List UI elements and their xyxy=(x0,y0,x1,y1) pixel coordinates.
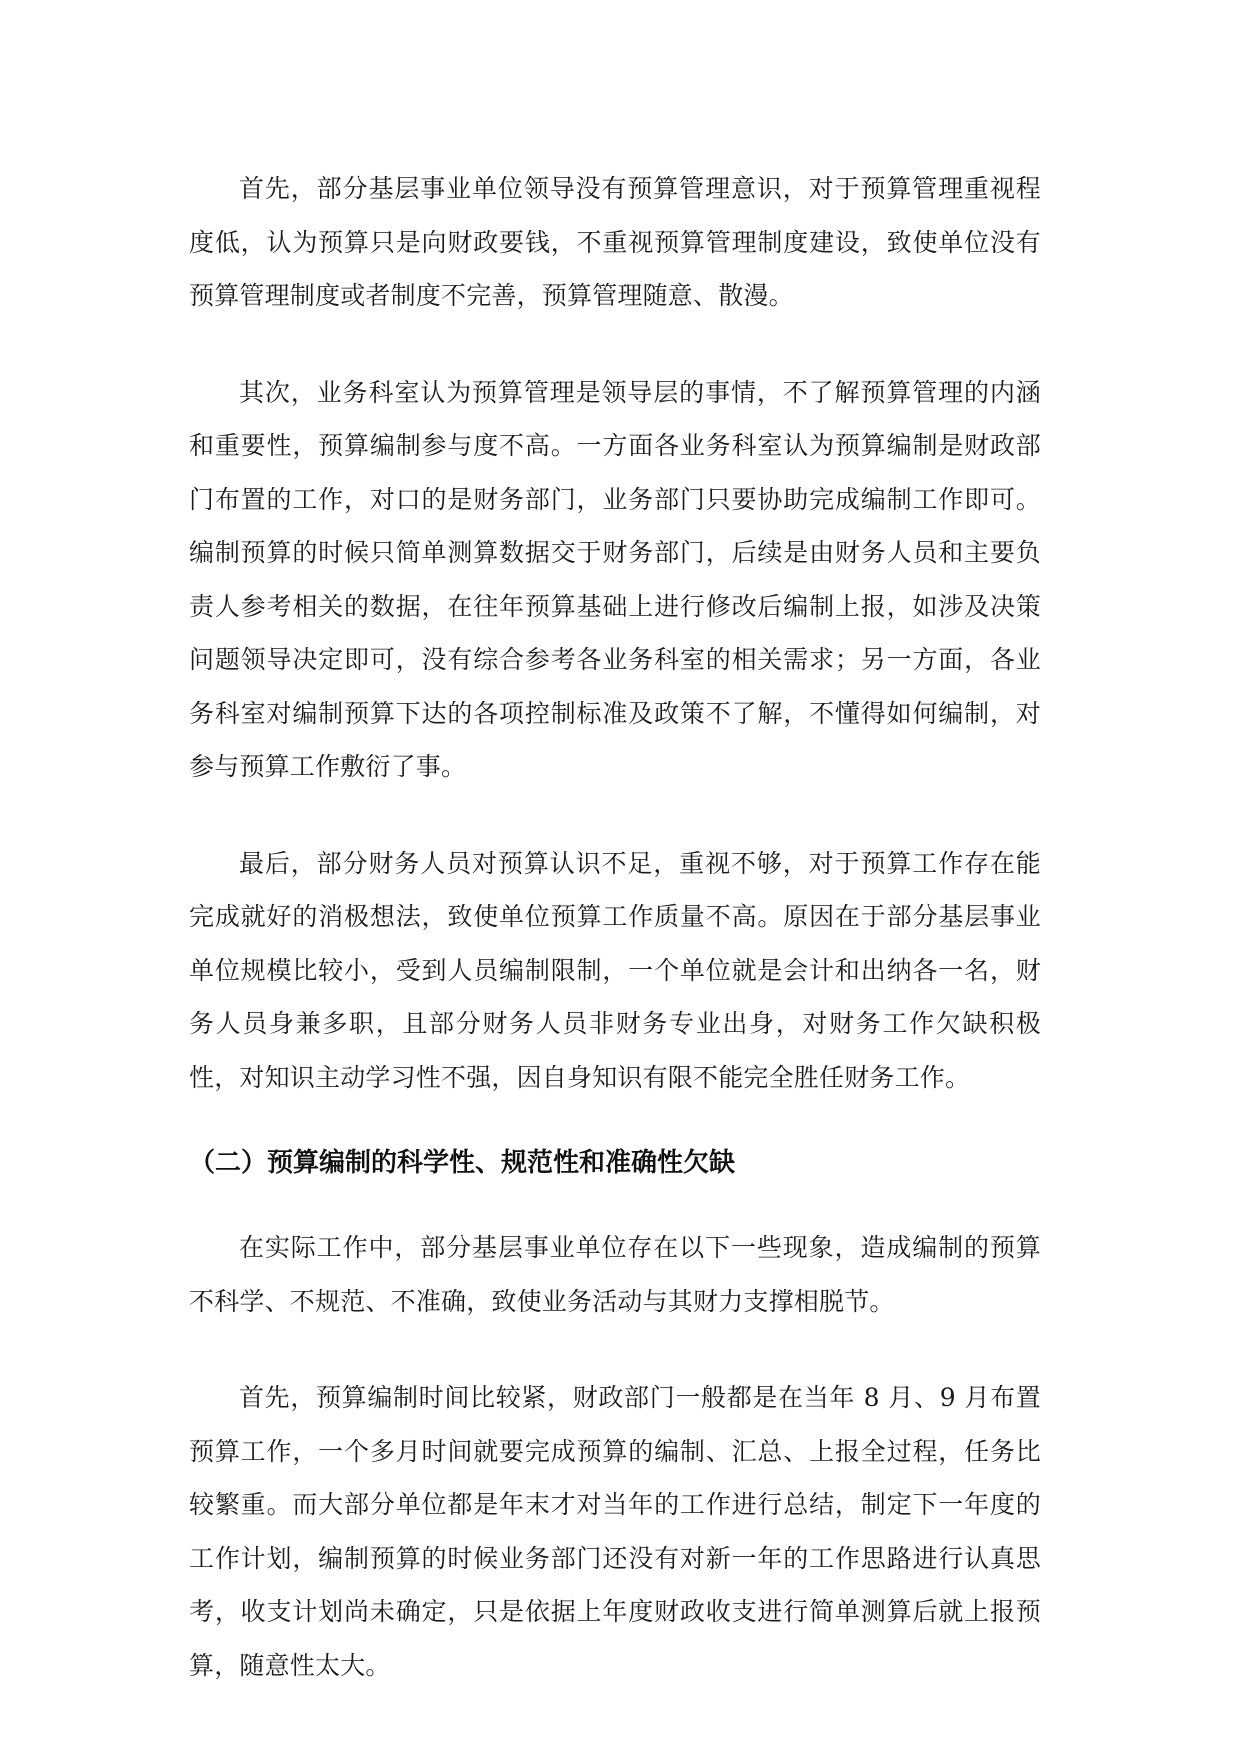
section-heading: （二）预算编制的科学性、规范性和准确性欠缺 xyxy=(189,1148,736,1178)
paragraph-practical-issues: 在实际工作中，部分基层事业单位存在以下一些现象，造成编制的预算不科学、不规范、不准确，致使业务活动与其财力支撑相脱节。 xyxy=(189,1233,1041,1316)
paragraph-leadership-awareness: 首先，部分基层事业单位领导没有预算管理意识，对于预算管理重视程度低，认为预算只是向财政要钱，不重视预算管理制度建设，致使单位没有预算管理制度或者制度不完善，预算管理随意、散漫。 xyxy=(189,174,1041,310)
document-body xyxy=(189,162,1041,1735)
paragraph-business-departments: 其次，业务科室认为预算管理是领导层的事情，不了解预算管理的内涵和重要性，预算编制参与度不高。一方面各业务科室认为预算编制是财政部门布置的工作，对口的是财务部门，业务部门只要协助完成编制工作即可。编制预算的时候只简单测算数据交于财务部门，后续是由财务人员和主要负责人参考相关的数据，在往年预算基础上进行修改后编制上报，如涉及决策问题领导决定即可，没有综合参考各业务科室的相关需求；另一方面，各业务科室对编制预算下达的各项控制标准及政策不了解，不懂得如何编制，对参与预算工作敷衍了事。 xyxy=(189,377,1041,781)
paragraph-time-pressure: 首先，预算编制时间比较紧，财政部门一般都是在当年 8 月、9 月布置预算工作，一个多月时间就要完成预算的编制、汇总、上报全过程，任务比较繁重。而大部分单位都是年末才对当年的工作进行总结，制定下一年度的工作计划，编制预算的时候业务部门还没有对新一年的工作思路进行认真思考，收支计划尚未确定，只是依据上年度财政收支进行简单测算后就上报预算，随意性太大。 xyxy=(189,1383,1041,1680)
paragraph-finance-staff: 最后，部分财务人员对预算认识不足，重视不够，对于预算工作存在能完成就好的消极想法，致使单位预算工作质量不高。原因在于部分基层事业单位规模比较小，受到人员编制限制，一个单位就是会计和出纳各一名，财务人员身兼多职，且部分财务人员非财务专业出身，对财务工作欠缺积极性，对知识主动学习性不强，因自身知识有限不能完全胜任财务工作。 xyxy=(189,848,1041,1092)
